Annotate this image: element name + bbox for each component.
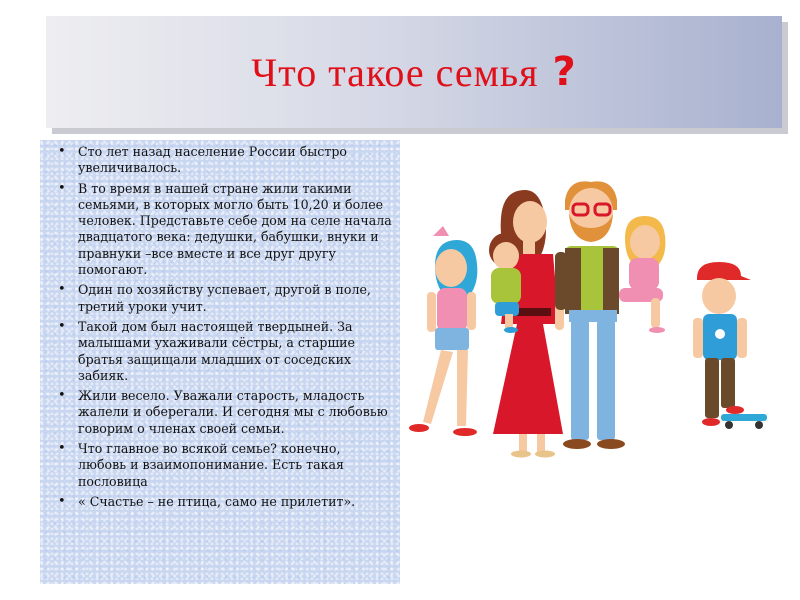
bullet-list — [52, 144, 392, 510]
little-girl-figure — [619, 216, 665, 333]
girl-figure — [409, 226, 477, 436]
list-item: • Жили весело. Уважали старость, младость жалели и оберегали. И сегодня мы с любовью говорим о членах своей семьи. — [52, 388, 392, 437]
list-item: • Один по хозяйству успевает, другой в поле, третий уроки учит. — [52, 282, 392, 315]
title-banner — [46, 16, 782, 128]
list-item: • Сто лет назад население России быстро увеличивалось. — [52, 144, 392, 177]
text-panel — [40, 140, 400, 584]
mother-figure — [493, 190, 564, 458]
title-text: Что такое семья — [251, 49, 539, 95]
father-figure — [555, 181, 625, 449]
list-item: • В то время в нашей стране жили такими семьями, в которых могло быть 10,20 и более человек. Представьте себе дом на селе начала двадцатого века: дедушки, бабушки, внуки и правнуки –все вместе и все друг другу помогают. — [52, 181, 392, 279]
boy-figure — [693, 262, 767, 429]
list-item: • « Счастье – не птица, само не прилетит». — [52, 494, 392, 510]
question-mark: ? — [552, 49, 577, 95]
slide-title — [46, 16, 782, 128]
list-item: • Такой дом был настоящей твердыней. За малышами ухаживали сёстры, а старшие братья защищали младших от соседских забияк. — [52, 319, 392, 384]
list-item: • Что главное во всякой семье? конечно, любовь и взаимопонимание. Есть такая пословица — [52, 441, 392, 490]
family-illustration — [405, 170, 785, 460]
